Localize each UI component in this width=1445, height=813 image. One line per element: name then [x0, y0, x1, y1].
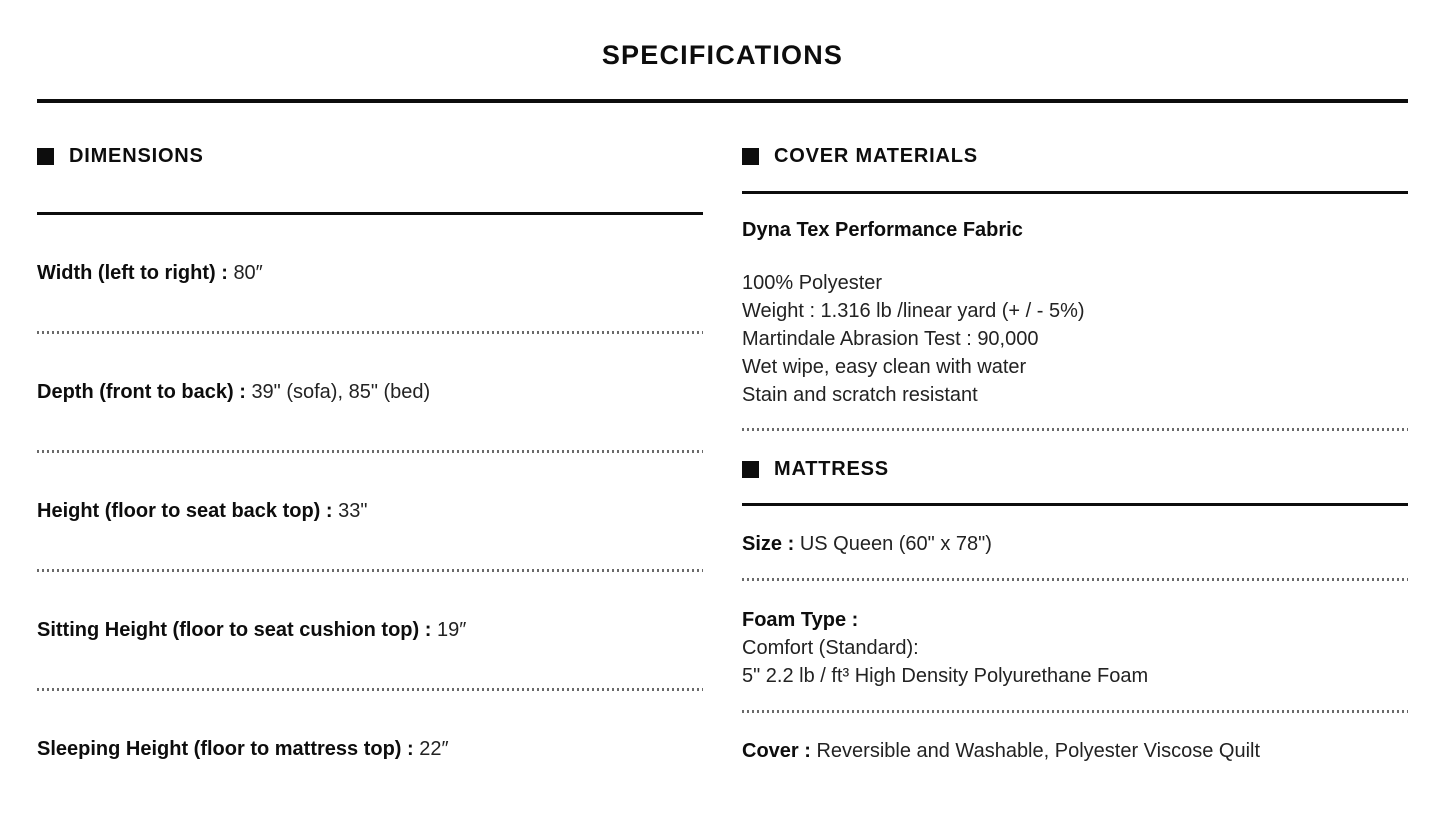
mattress-divider: [742, 503, 1408, 506]
dimension-value: 80″: [233, 262, 263, 284]
dimension-row-height: [37, 497, 703, 525]
mattress-cover-label: Cover :: [742, 740, 811, 762]
dimension-row-depth: [37, 378, 703, 406]
cover-materials-heading: COVER MATERIALS: [774, 145, 978, 167]
dimension-label: Width (left to right) :: [37, 262, 228, 284]
dotted-divider: [742, 428, 1408, 431]
dimension-value: 22″: [419, 738, 449, 760]
fabric-detail-line: Weight : 1.316 lb /linear yard (+ / - 5%): [742, 300, 1085, 322]
fabric-detail-line: Martindale Abrasion Test : 90,000: [742, 328, 1039, 350]
cover-materials-section-header: [742, 145, 1408, 167]
dotted-divider: [742, 578, 1408, 581]
dimension-label: Height (floor to seat back top) :: [37, 500, 333, 522]
dimensions-column: [37, 103, 703, 807]
dimensions-rows: [37, 259, 703, 763]
cover-materials-divider: [742, 191, 1408, 194]
fabric-detail-line: Wet wipe, easy clean with water: [742, 356, 1027, 378]
dotted-divider: [37, 331, 703, 334]
dotted-divider: [37, 688, 703, 691]
page-title: SPECIFICATIONS: [601, 40, 844, 70]
dimension-label: Sitting Height (floor to seat cushion top) :: [37, 619, 432, 641]
foam-type-block: [742, 606, 1408, 690]
square-bullet-icon: [742, 148, 759, 165]
mattress-cover-row: [742, 737, 1408, 765]
dimension-value: 39" (sofa), 85" (bed): [251, 381, 431, 403]
dimension-value: 33": [338, 500, 368, 522]
mattress-size-label: Size :: [742, 533, 795, 555]
materials-column: [742, 103, 1408, 807]
spec-columns: [0, 103, 1445, 807]
foam-type-line: 5" 2.2 lb / ft³ High Density Polyurethane Foam: [742, 665, 1149, 687]
dimension-value: 19″: [436, 619, 467, 641]
mattress-size-row: [742, 530, 1408, 558]
dotted-divider: [37, 450, 703, 453]
fabric-detail-line: 100% Polyester: [742, 272, 883, 294]
mattress-heading: MATTRESS: [774, 458, 889, 480]
square-bullet-icon: [37, 148, 54, 165]
dimension-label: Sleeping Height (floor to mattress top) :: [37, 738, 414, 760]
dimensions-section-header: [37, 145, 703, 167]
dimensions-divider: [37, 212, 703, 215]
mattress-size-value: US Queen (60" x 78"): [799, 533, 992, 555]
dimension-row-sitting-height: [37, 616, 703, 644]
fabric-name: Dyna Tex Performance Fabric: [742, 219, 1023, 241]
fabric-details: [742, 269, 1408, 409]
dotted-divider: [37, 569, 703, 572]
foam-type-label: Foam Type :: [742, 609, 859, 631]
mattress-section-header: [742, 458, 1408, 480]
dimension-label: Depth (front to back) :: [37, 381, 246, 403]
dimension-row-sleeping-height: [37, 735, 703, 763]
foam-type-line: Comfort (Standard):: [742, 637, 919, 659]
square-bullet-icon: [742, 461, 759, 478]
dimensions-heading: DIMENSIONS: [69, 145, 204, 167]
mattress-cover-value: Reversible and Washable, Polyester Viscose Quilt: [816, 740, 1261, 762]
dimension-row-width: [37, 259, 703, 287]
fabric-detail-line: Stain and scratch resistant: [742, 384, 978, 406]
dotted-divider: [742, 710, 1408, 713]
